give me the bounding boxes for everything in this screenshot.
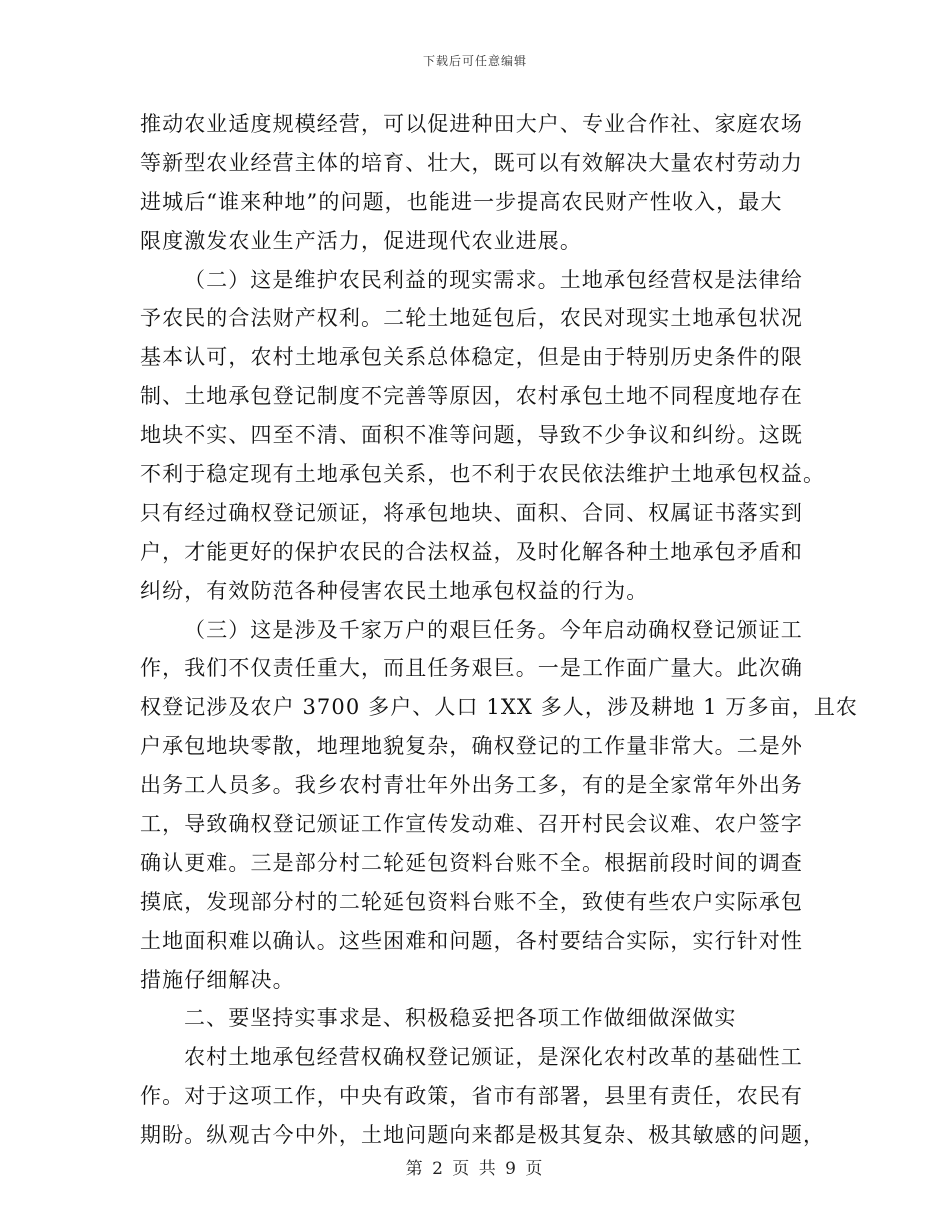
text-line: 出务工人员多。我乡农村青壮年外出务工多，有的是全家常年外出务 (140, 773, 803, 798)
text-line: 予农民的合法财产权利。二轮土地延包后，农民对现实土地承包状况 (140, 306, 803, 331)
text-line: 土地面积难以确认。这些困难和问题，各村要结合实际，实行针对性 (140, 928, 803, 953)
text-line: 权登记涉及农户 3700 多户、人口 1XX 多人，涉及耕地 1 万多亩，且农 (140, 695, 859, 720)
text-line: 户承包地块零散，地理地貌复杂，确权登记的工作量非常大。二是外 (140, 734, 803, 759)
text-line: 进城后“谁来种地”的问题，也能进一步提高农民财产性收入，最大 (140, 189, 783, 214)
text-line: 确认更难。三是部分村二轮延包资料台账不全。根据前段时间的调查 (140, 850, 803, 875)
text-line: 期盼。纵观古今中外，土地问题向来都是极其复杂、极其敏感的问题， (140, 1123, 826, 1148)
text-line: 等新型农业经营主体的培育、壮大，既可以有效解决大量农村劳动力 (140, 150, 803, 175)
text-line: 限度激发农业生产活力，促进现代农业进展。 (140, 228, 582, 253)
text-line: 制、土地承包登记制度不完善等原因，农村承包土地不同程度地存在 (140, 384, 803, 409)
text-line: 地块不实、四至不清、面积不准等问题，导致不少争议和纠纷。这既 (140, 423, 803, 448)
text-line: 作，我们不仅责任重大，而且任务艰巨。一是工作面广量大。此次确 (140, 656, 803, 681)
text-line: 措施仔细解决。 (140, 967, 295, 992)
text-line: 基本认可，农村土地承包关系总体稳定，但是由于特别历史条件的限 (140, 345, 803, 370)
text-line: 摸底，发现部分村的二轮延包资料台账不全，致使有些农户实际承包 (140, 889, 803, 914)
section-heading: 二、要坚持实事求是、积极稳妥把各项工作做细做深做实 (184, 1006, 737, 1031)
body-text (140, 105, 859, 1155)
paragraph-start-line: （二）这是维护农民利益的现实需求。土地承包经营权是法律给 (184, 267, 803, 292)
text-line: 推动农业适度规模经营，可以促进种田大户、专业合作社、家庭农场 (140, 112, 803, 136)
page-footer: 第 2 页 共 9 页 (405, 1159, 545, 1179)
text-line: 作。对于这项工作，中央有政策，省市有部署，县里有责任，农民有 (140, 1084, 803, 1109)
text-line: 不利于稳定现有土地承包关系，也不利于农民依法维护土地承包权益。 (140, 462, 826, 487)
paragraph-start-line: 农村土地承包经营权确权登记颁证，是深化农村改革的基础性工 (184, 1045, 803, 1070)
text-line: 工，导致确权登记颁证工作宣传发动难、召开村民会议难、农户签字 (140, 812, 803, 837)
paragraph-start-line: （三）这是涉及千家万户的艰巨任务。今年启动确权登记颁证工 (184, 617, 803, 642)
text-line: 户，才能更好的保护农民的合法权益，及时化解各种土地承包矛盾和 (140, 539, 803, 564)
text-line: 只有经过确权登记颁证，将承包地块、面积、合同、权属证书落实到 (140, 500, 803, 525)
text-line: 纠纷，有效防范各种侵害农民土地承包权益的行为。 (140, 578, 649, 603)
page-header: 下载后可任意编辑 (422, 54, 527, 68)
